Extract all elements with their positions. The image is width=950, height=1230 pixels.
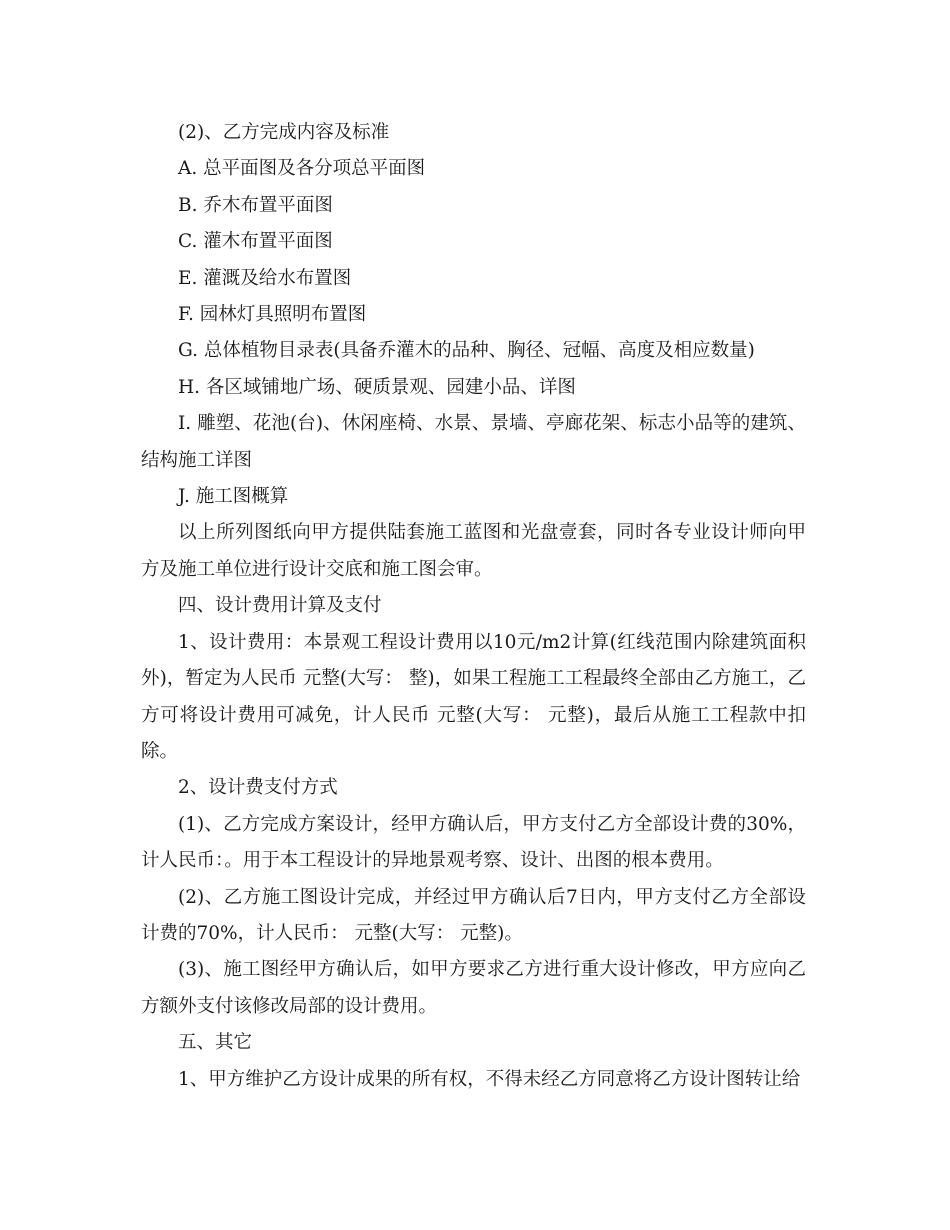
list-item-f: F. 园林灯具照明布置图 [178,304,367,326]
list-item-a: A. 总平面图及各分项总平面图 [178,158,426,180]
subheading-payment-method: 2、设计费支付方式 [178,777,338,799]
list-item-b: B. 乔木布置平面图 [178,194,333,216]
document-body [141,115,806,1098]
paragraph-section-heading: (2)、乙方完成内容及标准 [178,122,390,143]
paragraph-design-fee: 1、设计费用：本景观工程设计费用以10元/m2计算(红线范围内除建筑面积外)，暂定为人民币 元整(大写： 整)，如果工程施工工程最终全部由乙方施工，乙方可将设计费用可减免，计人民币 元整(大写： 元整)，最后从施工工程款中扣除。 [141,631,806,762]
paragraph-payment-1: (1)、乙方完成方案设计，经甲方确认后，甲方支付乙方全部设计费的30%，计人民币：。用于本工程设计的异地景观考察、设计、出图的根本费用。 [141,813,806,872]
paragraph-other-1: 1、甲方维护乙方设计成果的所有权，不得未经乙方同意将乙方设计图转让给 [178,1068,801,1090]
paragraph-payment-3: (3)、施工图经甲方确认后，如甲方要求乙方进行重大设计修改，甲方应向乙方额外支付该修改局部的设计费用。 [141,959,806,1017]
list-item-j: J. 施工图概算 [178,486,289,508]
list-item-g: G. 总体植物目录表(具备乔灌木的品种、胸径、冠幅、高度及相应数量) [178,340,755,362]
list-item-c: C. 灌木布置平面图 [178,231,333,253]
list-item-i: I. 雕塑、花池(台)、休闲座椅、水景、景墙、亭廊花架、标志小品等的建筑、结构施工详图 [141,413,806,471]
list-item-h: H. 各区域铺地广场、硬质景观、园建小品、详图 [178,376,576,398]
section-heading-other: 五、其它 [178,1032,253,1054]
section-heading-fees: 四、设计费用计算及支付 [178,595,382,617]
paragraph-payment-2: (2)、乙方施工图设计完成，并经过甲方确认后7日内，甲方支付乙方全部设计费的70%，计人民币： 元整(大写： 元整)。 [141,886,806,944]
paragraph-deliverables: 以上所列图纸向甲方提供陆套施工蓝图和光盘壹套，同时各专业设计师向甲方及施工单位进行设计交底和施工图会审。 [141,522,806,580]
list-item-e: E. 灌溉及给水布置图 [178,267,352,289]
